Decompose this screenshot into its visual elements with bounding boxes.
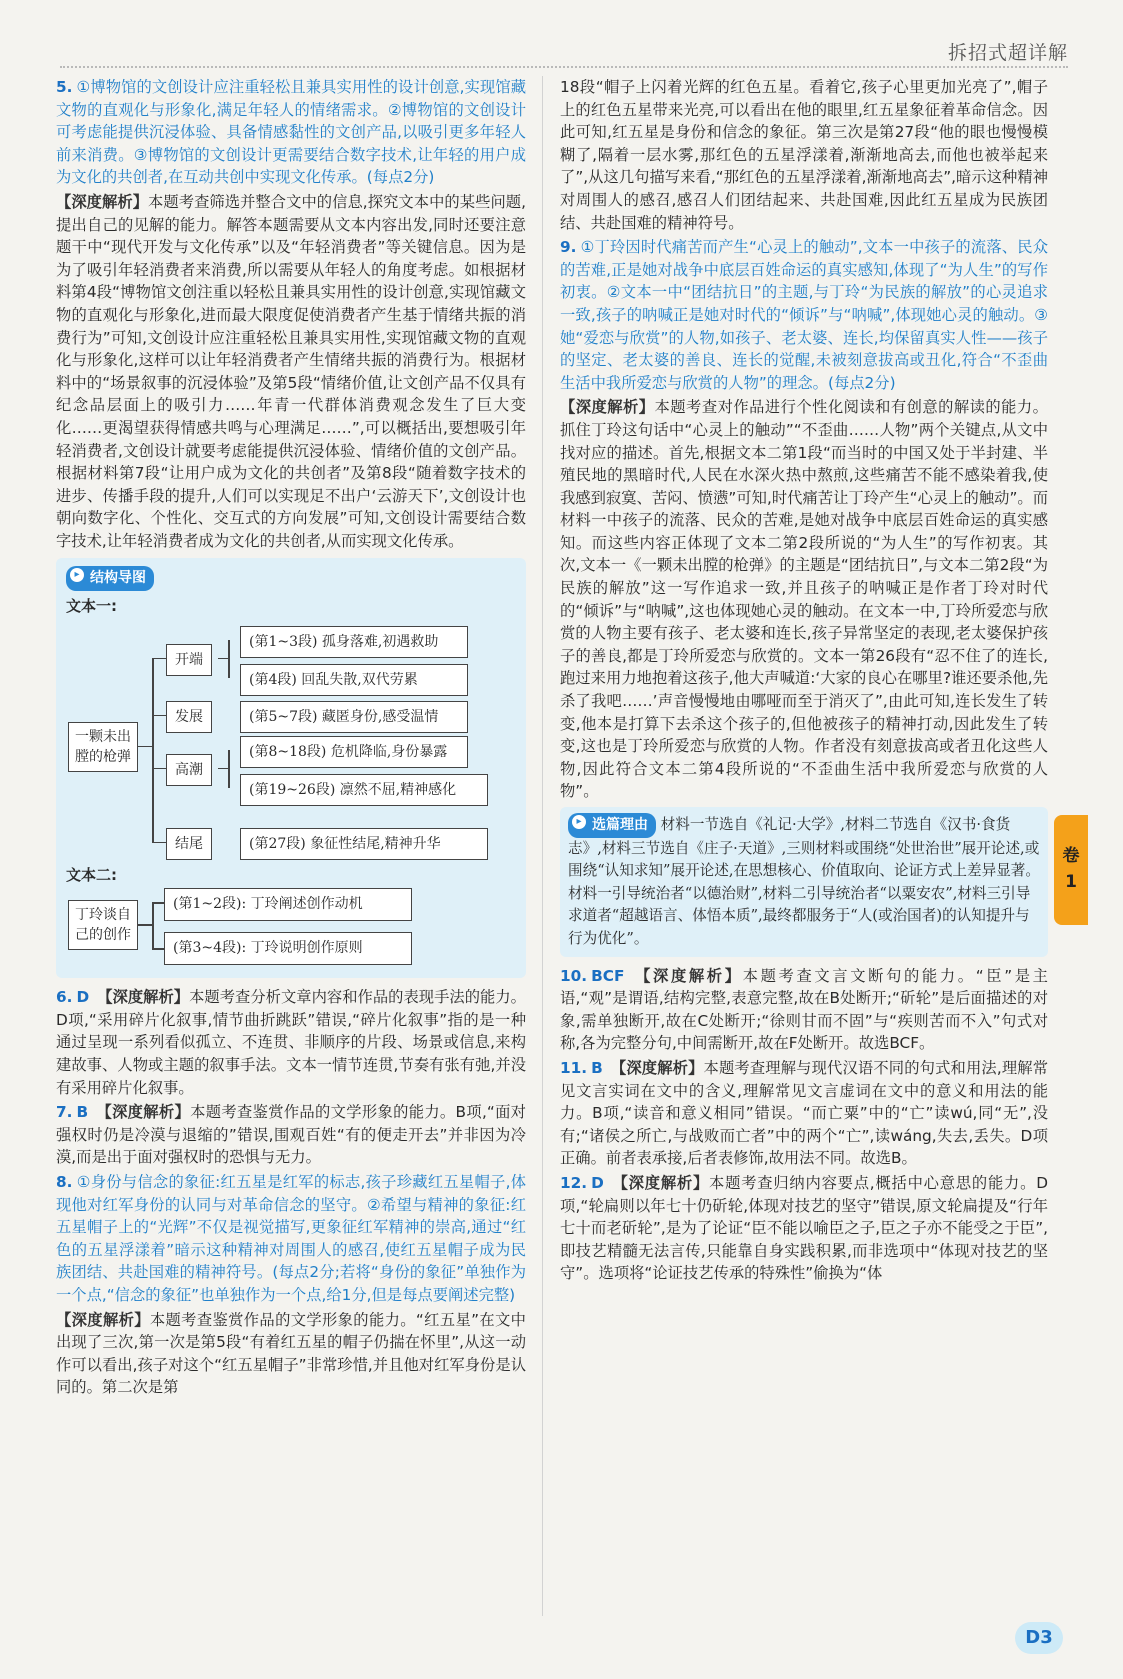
connector: [152, 948, 164, 950]
connector: [138, 746, 152, 748]
volume-tab: [1054, 815, 1088, 925]
analysis-tag: 【深度解析】: [560, 398, 655, 417]
header-title: 拆招式超详解: [947, 42, 1068, 64]
connector: [152, 715, 166, 717]
right-column: [560, 76, 1048, 1287]
analysis-text: 本题考查鉴赏作品的文学形象的能力。“红五星”在文中出现了三次,第一次是第5段“有着红五星的帽子仍揣在怀里”,从这一动作可以看出,孩子对这个“红五星帽子”非常珍惜,并且他对红军身份是认同的。第二次是第: [56, 1310, 526, 1397]
badge-icon: ▸: [572, 815, 586, 829]
analysis-text: 本题考查筛选并整合文中的信息,探究文本中的某些问题,提出自己的见解的能力。解答本题需要从文本内容出发,同时还要注意题干中“现代开发与文化传承”以及“年轻消费者”等关键信息。因为是为了吸引年轻消费者来消费,所以需要从年轻人的角度考虑。如根据材料第4段“博物馆文创注重以轻松且兼具实用性的设计创意,实现馆藏文物的直观化与形象化,进而最大限度促使消费者产生基于情绪共振的消费行为”可知,文创设计应注重轻松且兼具实用性,实现馆藏文物的直观化与形象化,这样可以让年轻消费者产生情绪共振的消费行为。根据材料中的“场景叙事的沉浸体验”及第5段“情绪价值,让文创产品不仅具有纪念品层面上的吸引力……年青一代群体消费观念发生了巨大变化……更渴望获得情感共鸣与心理满足……”,可以概括出,要想吸引年轻消费者,文创设计就要考虑能提供沉浸体验、情绪价值的文创产品。根据材料第7段“让用户成为文化的共创者”及第8段“随着数字技术的进步、传播手段的提升,人们可以实现足不出户‘云游天下’,文创设计也朝向数字化、个性化、交互式的方向发展”可知,文创设计需要结合数字技术,让年轻消费者成为文化的共创者,从而实现文化传承。: [56, 192, 526, 550]
question-number: 12.: [560, 1173, 588, 1192]
connector: [152, 902, 164, 904]
map-node: (第19~26段) 凛然不屈,精神感化: [240, 774, 488, 807]
answer-letter: BCF: [591, 966, 625, 985]
analysis-9: [560, 396, 1048, 803]
badge-icon: ▸: [70, 568, 84, 582]
answer-letter: D: [591, 1173, 604, 1192]
tree-root: 一颗未出膛的枪弹: [68, 722, 138, 772]
map-node: (第1~3段) 孤身落难,初遇救助: [240, 626, 468, 659]
analysis-text: 本题考查归纳内容要点,概括中心意思的能力。D项,“轮扁则以年七十仍斫轮,体现对技艺的坚守”错误,原文轮扁提及“行年七十而老斫轮”,是为了论证“臣不能以喻臣之子,臣之子亦不能受之于臣”,即技艺精髓无法言传,只能靠自身实践积累,而非选项中“体现对技艺的坚守”。选项将“论证技艺传承的特殊性”偷换为“体: [560, 1173, 1048, 1283]
map-node: (第8~18段) 危机降临,身份暴露: [240, 736, 468, 769]
question-9: [560, 236, 1048, 394]
answer-letter: B: [591, 1058, 603, 1077]
map-node: (第4段) 回乱失散,双代劳累: [240, 664, 468, 697]
answer-letter: B: [76, 1103, 89, 1122]
volume-tab-label: 卷: [1062, 846, 1080, 866]
question-number: 6.: [56, 988, 73, 1007]
connector: [228, 750, 230, 788]
column-divider: [542, 76, 543, 1616]
connector: [152, 658, 166, 660]
text1-label: 文本一:: [66, 597, 117, 616]
left-column: [56, 76, 526, 1401]
text1-tree: [66, 620, 516, 860]
connector: [138, 924, 152, 926]
question-7: [56, 1101, 526, 1169]
analysis-8-continued: 18段“帽子上闪着光辉的红色五星。看着它,孩子心里更加光亮了”,帽子上的红色五星带来光亮,可以看出在他的眼里,红五星象征着革命信念。因此可知,红五星是身份和信念的象征。第三次是第27段“他的眼也慢慢模糊了,隔着一层水雾,那红色的五星浮漾着,渐渐地高去,而他也被举起来了”,从这几句描写来看,“那红色的五星浮漾着,渐渐地高去”,暗示这种精神对周围人的感召,感召人们团结起来、共赴国难,因此红五星成为民族团结、共赴国难的精神符号。: [560, 78, 1048, 232]
connector: [152, 768, 166, 770]
connector: [218, 768, 228, 770]
connector: [152, 902, 154, 948]
page-number: D3: [1015, 1622, 1063, 1654]
map-node: (第3~4段): 丁玲说明创作原则: [164, 932, 412, 965]
question-10: [560, 965, 1048, 1055]
map-node: (第1~2段): 丁玲阐述创作动机: [164, 888, 412, 921]
answer-letter: D: [76, 988, 90, 1007]
text2-tree: [66, 888, 516, 968]
question-number: 10.: [560, 966, 588, 985]
analysis-8: [56, 1309, 526, 1399]
map-node: (第27段) 象征性结尾,精神升华: [240, 828, 488, 861]
analysis-tag: 【深度解析】: [56, 192, 149, 211]
text2-label: 文本二:: [66, 865, 117, 884]
question-number: 9.: [560, 238, 577, 257]
selection-reason: [560, 807, 1048, 957]
analysis-tag: 【深度解析】: [611, 1173, 710, 1192]
analysis-text: 本题考查文言文断句的能力。“臣”是主语,“观”是谓语,结构完整,表意完整,故在B处断开;“斫轮”是后面描述的对象,需单独断开,故在C处断开;“徐则甘而不固”与“疾则苦而不入”句式对称,各为完整分句,中间需断开,故在F处断开。故选BCF。: [560, 966, 1048, 1053]
analysis-text: 本题考查对作品进行个性化阅读和有创意的解读的能力。抓住丁玲这句话中“心灵上的触动”“不歪曲……人物”两个关键点,从文中找对应的描述。首先,根据文本二第1段“而当时的中国又处于半封建、半殖民地的黑暗时代,人民在水深火热中熬煎,这些痛苦不能不感染着我,使我感到寂寞、苦闷、愤懑”可知,时代痛苦让丁玲产生“心灵上的触动”。而材料一中孩子的流落、民众的苦难,是她对战争中底层百姓命运的真实感知。而这些内容正体现了文本二第2段所说的“为人生”的写作初衷。其次,文本一《一颗未出膛的枪弹》的主题是“团结抗日”,与文本二第2段“为民族的解放”这一写作追求一致,并且孩子的呐喊正是作者丁玲对时代的“倾诉”与“呐喊”,这也体现她心灵的触动。在文本一中,丁玲所爱恋与欣赏的人物主要有孩子、老太婆和连长,孩子异常坚定的表现,老太婆保护孩子的善良,都是丁玲所爱恋与欣赏的。文本一第26段有“忍不住了的连长,跑过来用力地抱着这孩子,他大声喊道:‘大家的良心在哪里?谁还要杀他,先杀了我吧……’声音慢慢地由哪哑而至于消灭了”,由此可知,连长发生了转变,他本是打算下去杀这个孩子的,但他被孩子的精神打动,因此发生了转变,这也是丁玲所爱恋与欣赏的人物。作者没有刻意拔高或者丑化这些人物,因此符合文本二第4段所说的“不歪曲生活中我所爱恋与欣赏的人物”。: [560, 398, 1048, 801]
volume-tab-number: 1: [1065, 872, 1077, 892]
connector: [228, 640, 230, 678]
analysis-tag: 【深度解析】: [610, 1058, 704, 1077]
branch-ending: 结尾: [166, 828, 212, 861]
branch-development: 发展: [166, 701, 212, 734]
analysis-tag: 【深度解析】: [96, 1103, 191, 1122]
analysis-text: 本题考查鉴赏作品的文学形象的能力。B项,“面对强权时仍是冷漠与退缩的”错误,围观百姓“有的便走开去”并非因为冷漠,而是出于面对强权时的恐惧与无力。: [56, 1103, 526, 1167]
map-node: (第5~7段) 藏匿身份,感受温情: [240, 701, 468, 734]
question-5: [56, 76, 526, 189]
badge-label: 选篇理由: [592, 817, 648, 833]
structure-map: [56, 558, 526, 978]
question-12: [560, 1172, 1048, 1285]
structure-map-badge: [66, 566, 154, 591]
reason-badge: [568, 813, 656, 838]
question-6: [56, 986, 526, 1099]
analysis-5: [56, 191, 526, 553]
analysis-tag: 【深度解析】: [97, 988, 190, 1007]
tree-root-2: 丁玲谈自己的创作: [68, 900, 138, 950]
question-number: 8.: [56, 1173, 73, 1191]
header-divider: [60, 66, 1068, 68]
answer-text: ①身份与信念的象征:红五星是红军的标志,孩子珍藏红五星帽子,体现他对红军身份的认同与对革命信念的坚守。②希望与精神的象征:红五星帽子上的“光辉”不仅是视觉描写,更象征红军精神的崇高,通过“红色的五星浮漾着”暗示这种精神对周围人的感召,使红五星帽子成为民族团结、共赴国难的精神符号。(每点2分;若将“身份的象征”单独作为一个点,“信念的象征”也单独作为一个点,给1分,但是每点要阐述完整): [56, 1173, 526, 1304]
question-number: 7.: [56, 1103, 73, 1122]
question-8: [56, 1171, 526, 1307]
question-11: [560, 1057, 1048, 1170]
answer-text: ①丁玲因时代痛苦而产生“心灵上的触动”,文本一中孩子的流落、民众的苦难,正是她对战争中底层百姓命运的真实感知,体现了“为人生”的写作初衷。②文本一中“团结抗日”的主题,与丁玲“为民族的解放”的心灵追求一致,孩子的呐喊正是她对时代的“倾诉”与“呐喊”,体现她心灵的触动。③她“爱恋与欣赏”的人物,如孩子、老太婆、连长,均保留真实人性——孩子的坚定、老太婆的善良、连长的觉醒,未被刻意拔高或丑化,符合“不歪曲生活中我所爱恋与欣赏的人物”的理念。(每点2分): [560, 238, 1048, 392]
connector: [218, 658, 228, 660]
branch-start: 开端: [166, 644, 212, 677]
connector: [152, 658, 154, 842]
analysis-tag: 【深度解析】: [632, 966, 743, 985]
analysis-text: 本题考查分析文章内容和作品的表现手法的能力。D项,“采用碎片化叙事,情节曲折跳跃”错误,“碎片化叙事”指的是一种通过呈现一系列看似孤立、不连贯、非顺序的片段、场景或信息,来构建故事、人物或主题的叙事手法。文本一情节连贯,节奏有张有弛,并没有采用碎片化叙事。: [56, 988, 526, 1097]
answer-text: ①博物馆的文创设计应注重轻松且兼具实用性的设计创意,实现馆藏文物的直观化与形象化,满足年轻人的情绪需求。②博物馆的文创设计可考虑能提供沉浸体验、具备情感黏性的文创产品,以吸引更多年轻人前来消费。③博物馆的文创设计更需要结合数字技术,让年轻的用户成为文化的共创者,在互动共创中实现文化传承。(每点2分): [56, 78, 526, 187]
branch-climax: 高潮: [166, 754, 212, 787]
connector: [152, 842, 166, 844]
analysis-tag: 【深度解析】: [56, 1310, 150, 1329]
badge-label: 结构导图: [90, 570, 146, 587]
question-number: 11.: [560, 1058, 588, 1077]
reason-text: 材料一节选自《礼记·大学》,材料二节选自《汉书·食货志》,材料三节选自《庄子·天道》,三则材料或围绕“处世治世”展开论述,或围绕“认知求知”展开论述,在思想核心、价值取向、论证方式上差异显著。材料一引导统治者“以德治财”,材料二引导统治者“以粟安农”,材料三引导求道者“超越语言、体悟本质”,最终都服务于“人(或治国者)的认知提升与行为优化”。: [568, 816, 1040, 947]
analysis-text: 本题考查理解与现代汉语不同的句式和用法,理解常见文言实词在文中的含义,理解常见文言虚词在文中的意义和用法的能力。B项,“读音和意义相同”错误。“而亡粟”中的“亡”读wú,同“无”,没有;“诸侯之所亡,与战败而亡者”中的两个“亡”,读wáng,失去,丢失。D项正确。前者表承接,后者表修饰,故用法不同。故选B。: [560, 1058, 1048, 1168]
question-number: 5.: [56, 78, 73, 96]
